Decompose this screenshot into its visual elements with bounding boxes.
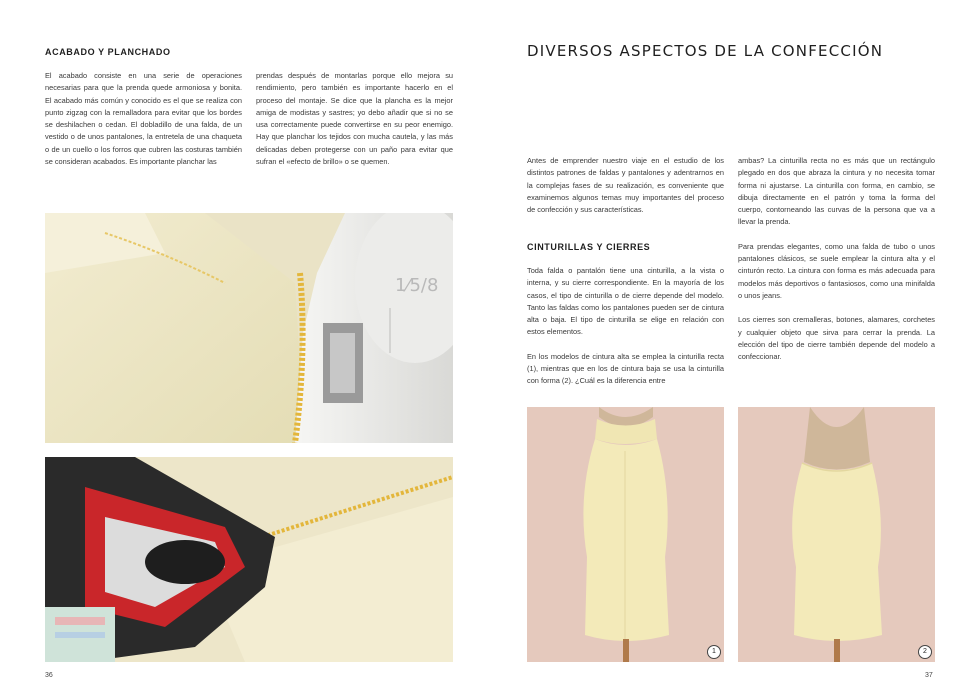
page-number-left: 36 [45,672,53,679]
chapter-title: DIVERSOS ASPECTOS DE LA CONFECCIÓN [527,42,884,60]
right-column-1 [527,265,724,400]
iron-photo [45,457,453,662]
page-number-right: 37 [925,672,933,679]
serger-photo [45,213,453,443]
section-heading: ACABADO Y PLANCHADO [45,47,171,57]
subheading: CINTURILLAS Y CIERRES [527,242,651,252]
skirt-photo-1 [527,407,724,662]
paragraph: Toda falda o pantalón tiene una cinturilla, a la vista o interna, y su cierre correspondiente. En la mayoría de los casos, el tipo de cinturilla o de cierre depende del modelo. Tanto las faldas como los pantalones pueden ser de cintura alta o baja. El tipo de cinturilla se elige en relación con estos elementos. [527,266,724,337]
photo-number-badge: 2 [918,645,932,659]
svg-text:1⁄5/8: 1⁄5/8 [395,275,439,296]
paragraph: ambas? La cinturilla recta no es más que un rectángulo plegado en dos que abraza la cintura y no necesita tomar forma ni ajustarse. La cinturilla con forma, en cambio, se dibuja directamente en el patrón y toma la forma del cuerpo, contorneando las curvas de la persona que va a llevar la prenda. [738,156,935,227]
paragraph: En los modelos de cintura alta se emplea la cinturilla recta (1), mientras que en los de cintura baja se usa la cinturilla con forma (2). ¿Cuál es la diferencia entre [527,351,724,386]
skirt-photo-2 [738,407,935,662]
paragraph: Los cierres son cremalleras, botones, alamares, corchetes y cualquier objeto que sirva para cerrar la prenda. La elección del tipo de cierre también depende del modelo a confeccionar. [738,315,935,362]
left-column-2: prendas después de montarlas porque ello mejora su rendimiento, pero también es importante hacerlo en el proceso del montaje. Se dice que la plancha es la mejor amiga de modistas y sastres; yo debo añadir que si no se usa correctamente puede convertirse en su peor enemigo. Hay que planchar los tejidos con mucha cautela, y las más delicadas deben protegerse con un paño para evitar que sufran el «efecto de brillo» o se quemen. [256,71,453,167]
intro-paragraph: Antes de emprender nuestro viaje en el estudio de los distintos patrones de faldas y pantalones y adentrarnos en la complejas fases de su realización, es conveniente que examinemos algunos temas muy importantes del proceso de confección y sus características. [527,156,724,215]
photo-number-badge: 1 [707,645,721,659]
paragraph: Para prendas elegantes, como una falda de tubo o unos pantalones clásicos, se suele emplear la cintura alta y el cinturón recto. La cintura con forma es más adecuada para modelos más deportivos o fantasiosos, como una minifalda o unos jeans. [738,241,935,300]
right-column-2 [738,155,935,375]
left-column-1: El acabado consiste en una serie de operaciones necesarias para que la prenda quede armoniosa y bonita. El acabado más común y conocido es el que se realiza con punto zigzag con la remalladora para evitar que los bordes se deshilachen o cedan. El dobladillo de una falda, de un vestido o de unos pantalones, la entretela de una chaqueta o de un cuello o los forros que cubren las costuras también se consideran acabados. Es importante planchar las [45,71,242,167]
